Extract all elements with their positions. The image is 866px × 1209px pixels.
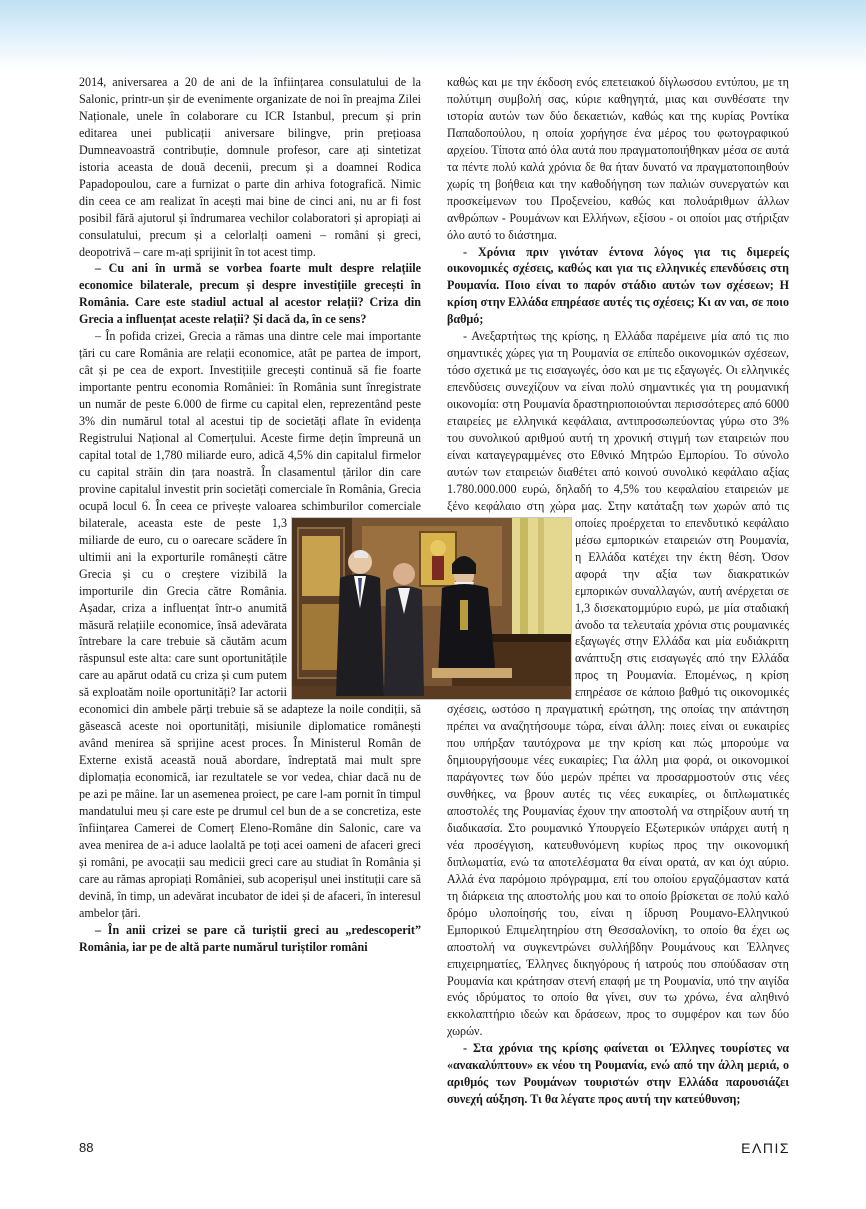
answer-economic-continued: bilaterale, aceasta este de peste 1,3 miliarde de euro, cu o oarecare scădere în ultimii ani la exporturile românești către Grecia și cu o creștere vizibilă la importurile din Grecia către România. Așadar, criza a influențat într-o anumită măsură relațiile economice, însă adevărata întrebare la care trebuie să căutăm acum răspunsul este alta: care sunt oportunitățile care au apărut odată cu criza și cum putem să exploatăm noile oportunități? Iar actorii economici din ambele părți trebuie să se adapteze la noile condiții, să găsească aceste noi oportunități, misiunile diplomatice românești având menirea să sprijine acest proces. În Ministerul Român de Externe există această nouă abordare, îndreptată mai mult spre diplomația economică, iar rezultatele se vor vedea, chiar dacă nu de pe azi pe mâine. Iar un asemenea proiect, pe care l-am pornit în timpul mandatului meu și care este pe drumul cel bun de a se concretiza, este înființarea Camerei de Comerț Eleno-Române din Salonic, care va avea menirea de a-i aduce laolaltă pe toți acei oameni de afaceri greci și români, pe avocații sau medicii greci care au studiat în România și care au rămas apropiați României, sub acoperișul unei instituții care să devină, în timp, un adevărat incubator de idei și de afaceri, în interesul ambelor țări.	[79, 515, 421, 920]
right-question-economic: - Χρόνια πριν γινόταν έντονα λόγος για τις διμερείς οικονομικές σχέσεις, καθώς και για τις ελληνικές επενδύσεις στη Ρουμανία. Ποιο είναι το παρόν στάδιο αυτών των σχέσεων; Η κρίση στην Ελλάδα επηρέασε αυτές τις σχέσεις; Κι αν ναι, σε ποιο βαθμό;	[447, 244, 789, 327]
right-paragraph-intro: καθώς και με την έκδοση ενός επετειακού δίγλωσσου εντύπου, με τη πολύτιμη συμβολή σας, κύριε καθηγητά, μιας και συνθέσατε την ιστορία αυτών των δύο δεκαετιών, καθώς και της κυρίας Ροντίκα Παπαδοπούλου, η οποία χορήγησε ένα μέρος του φωτογραφικού αρχείου. Τίποτα από όλα αυτά που πραγματοποιήθηκαν μέσα σε αυτά τα πέντε πολύ καλά χρόνια δε θα ήταν δυνατό να πραγματοποιηθούν χωρίς τη βοήθεια και την καθοδήγηση των παλιών συνεργατών και προσκείμενων του Προξενείου, καθώς και πολυάριθμων άλλων ανθρώπων - Ρουμάνων και Ελλήνων, εξίσου - οι οποίοι μας στήριξαν όλο αυτό το διάστημα.	[447, 75, 789, 242]
left-column-romanian	[79, 74, 421, 956]
photo-illustration	[292, 518, 572, 700]
publication-name: ΕΛΠΙΣ	[741, 1140, 790, 1156]
meeting-photo	[291, 517, 572, 700]
header-band	[0, 0, 866, 70]
right-question-tourism: - Στα χρόνια της κρίσης φαίνεται οι Έλληνες τουρίστες να «ανακαλύπτουν» εκ νέου τη Ρουμανία, ενώ από την άλλη μεριά, ο αριθμός των Ρουμάνων τουριστών στην Ελλάδα παρουσιάζει συνεχή αύξηση. Τι θα λέγατε προς αυτή την κατεύθυνση;	[447, 1041, 789, 1107]
page-number: 88	[79, 1140, 94, 1155]
right-answer-economic-text: - Ανεξαρτήτως της κρίσης, η Ελλάδα παρέμεινε μία από τις πιο σημαντικές χώρες για τη Ρουμανία σε επίπεδο οικονομικών σχέσεων, τόσο σχετικά με τις εισαγωγές, όσο και με τις εξαγωγές. Οι ελληνικές επενδύσεις συνεχίζουν να είναι πολύ σημαντικές για τη ρουμανική οικονομία: στη Ρουμανία δραστηριοποιούνται περισσότερες από 6000 εταιρείες με ελληνικά κεφάλαια, αντιπροσωπεύοντας γύρω στο 3% του συνολικού αριθμού αυτή τη χρονική στιγμή των εταιρειών που είναι καταγεγραμμένες στο Εθνικό Μητρώο Εμπορίου. Το σύνολο αυτών των εταιρειών διαθέτει από κοινού συνολικό κεφάλαιο αξίας 1.780.000.000 ευρώ, δηλαδή το 4,5% του κεφαλαίου εταιρειών με ξένο κεφάλαιο στη χώρα μας. Στην κατάταξη των χωρών από τις	[447, 329, 789, 513]
answer-economic-continued: οποίες προέρχεται το επενδυτικό κεφάλαιο μέσω εμπορικών εταιρειών στη Ρουμανία, η Ελλάδα κατέχει την έκτη θέση. Όσον αφορά την αξία των διακρατικών εμπορικών συναλλαγών, αυτή ανέρχεται σε 1,3 δισεκατομμύριο ευρώ, με μία σταδιακή άνοδο τα τελευταία χρόνια στις ρουμανικές εξαγωγές στην Ελλάδα και μία ευδιάκριτη ανάπτυξη στις εισαγωγές από την Ελλάδα προς τη Ρουμανία. Επομένως, η κρίση επηρέασε σε κάποιο βαθμό τις οικονομικές σχέσεις, ωστόσο η πραγματική ερώτηση, της οποίας την απάντηση πρέπει να αναζητήσουμε τώρα, είναι άλλη: ποιες είναι οι ευκαιρίες που υπήρξαν ταυτόχρονα με την κρίση και πώς μπορούμε να δημιουργήσουμε νέες ευκαιρίες; Για άλλη μια φορά, οι οικονομικοί παράγοντες των δύο μερών πρέπει να προσαρμοστούν στις νέες συνθήκες, να βρουν αυτές τις νέες ευκαιρίες, οι διπλωματικές αποστολές της Ρουμανίας έχουν την αποστολή να στηρίξουν αυτή τη διαδικασία. Στο ρουμανικό Υπουργείο Εξωτερικών υπάρχει αυτή η νέα προσέγγιση, κατευθυνόμενη κυρίως προς την οικονομική διπλωματία, ενώ τα αποτελέσματα θα είναι ορατά, αν και όχι αύριο. Αλλά ένα παρόμοιο πρόγραμμα, επί του οποίου εργαζόμασταν κατά τη διάρκεια της αποστολής μου και το οποίο βρίσκεται σε πολύ καλό δρόμο υλοποίησής του, είναι η ίδρυση Ρουμανο-Ελληνικού Εμπορικού Επιμελητηρίου στη Θεσσαλονίκη, το οποίο θα έχει ως αποστολή να συγκεντρώνει συλλήβδην Ρουμάνους και Έλληνες επιχειρηματίες, Έλληνες δικηγόρους ή ιατρούς που σπούδασαν στη Ρουμανία και κράτησαν στενή επαφή με τη Ρουμανία, υπό την αιγίδα ενός ιδρύματος το οποίο θα γίνει, συν τω χρόνω, ένα αληθινό εκκολαπτήριο ιδεών και δράσεων, προς το συμφέρον και των δύο χωρών.	[447, 515, 789, 1039]
left-question-economic: – Cu ani în urmă se vorbea foarte mult despre relațiile economice bilaterale, precum și despre investițiile grecești în România. Care este stadiul actual al acestor relații? Criza din Grecia a influențat aceste relații? Și dacă da, în ce sens?	[79, 261, 421, 327]
left-answer-economic-text: – În pofida crizei, Grecia a rămas una dintre cele mai importante țări cu care România are relații economice, atât pe partea de import, cât și pe cea de export. Investițiile grecești continuă să fie foarte importante pentru economia României: în România sunt înregistrate un număr de peste 6.000 de firme cu capital elen, reprezentând peste 3% din numărul total al acestui tip de societăți aflate în evidența Registrului Național al Comerțului. Aceste firme dețin împreună un capital total de 1,780 miliarde euro, adică 4,5% din capitalul firmelor cu capital străin din țara noastră. În clasamentul țărilor din care provine capitalul investit prin societăți comerciale în România, Grecia ocupă locul 6. În ceea ce privește valoarea schimburilor comerciale	[79, 329, 421, 513]
left-paragraph-intro: 2014, aniversarea a 20 de ani de la înființarea consulatului de la Salonic, printr-un șir de evenimente organizate de noi în preajma Zilei Naționale, unele în colaborare cu ICR Istanbul, precum și prin editarea unei publicații aniversare bilingve, prin prețioasa Dumneavoastră contribuție, domnule profesor, care ați sintetizat istoria aceasta de două decenii, precum și a doamnei Rodica Papadopoulou, care a furnizat o parte din arhiva fotografică. Nimic din ceea ce am realizat în acești mai bine de cinci ani, nu ar fi fost posibil fără ajutorul și îndrumarea vechilor colaboratori și apropiați ai consulatului, precum și a celorlalți oameni – români și greci, deopotrivă – care m-ați sprijinit în tot acest timp.	[79, 75, 421, 259]
left-question-tourism: – În anii crizei se pare că turiștii greci au „redescoperit” România, iar pe de altă parte numărul turiștilor români	[79, 922, 421, 954]
